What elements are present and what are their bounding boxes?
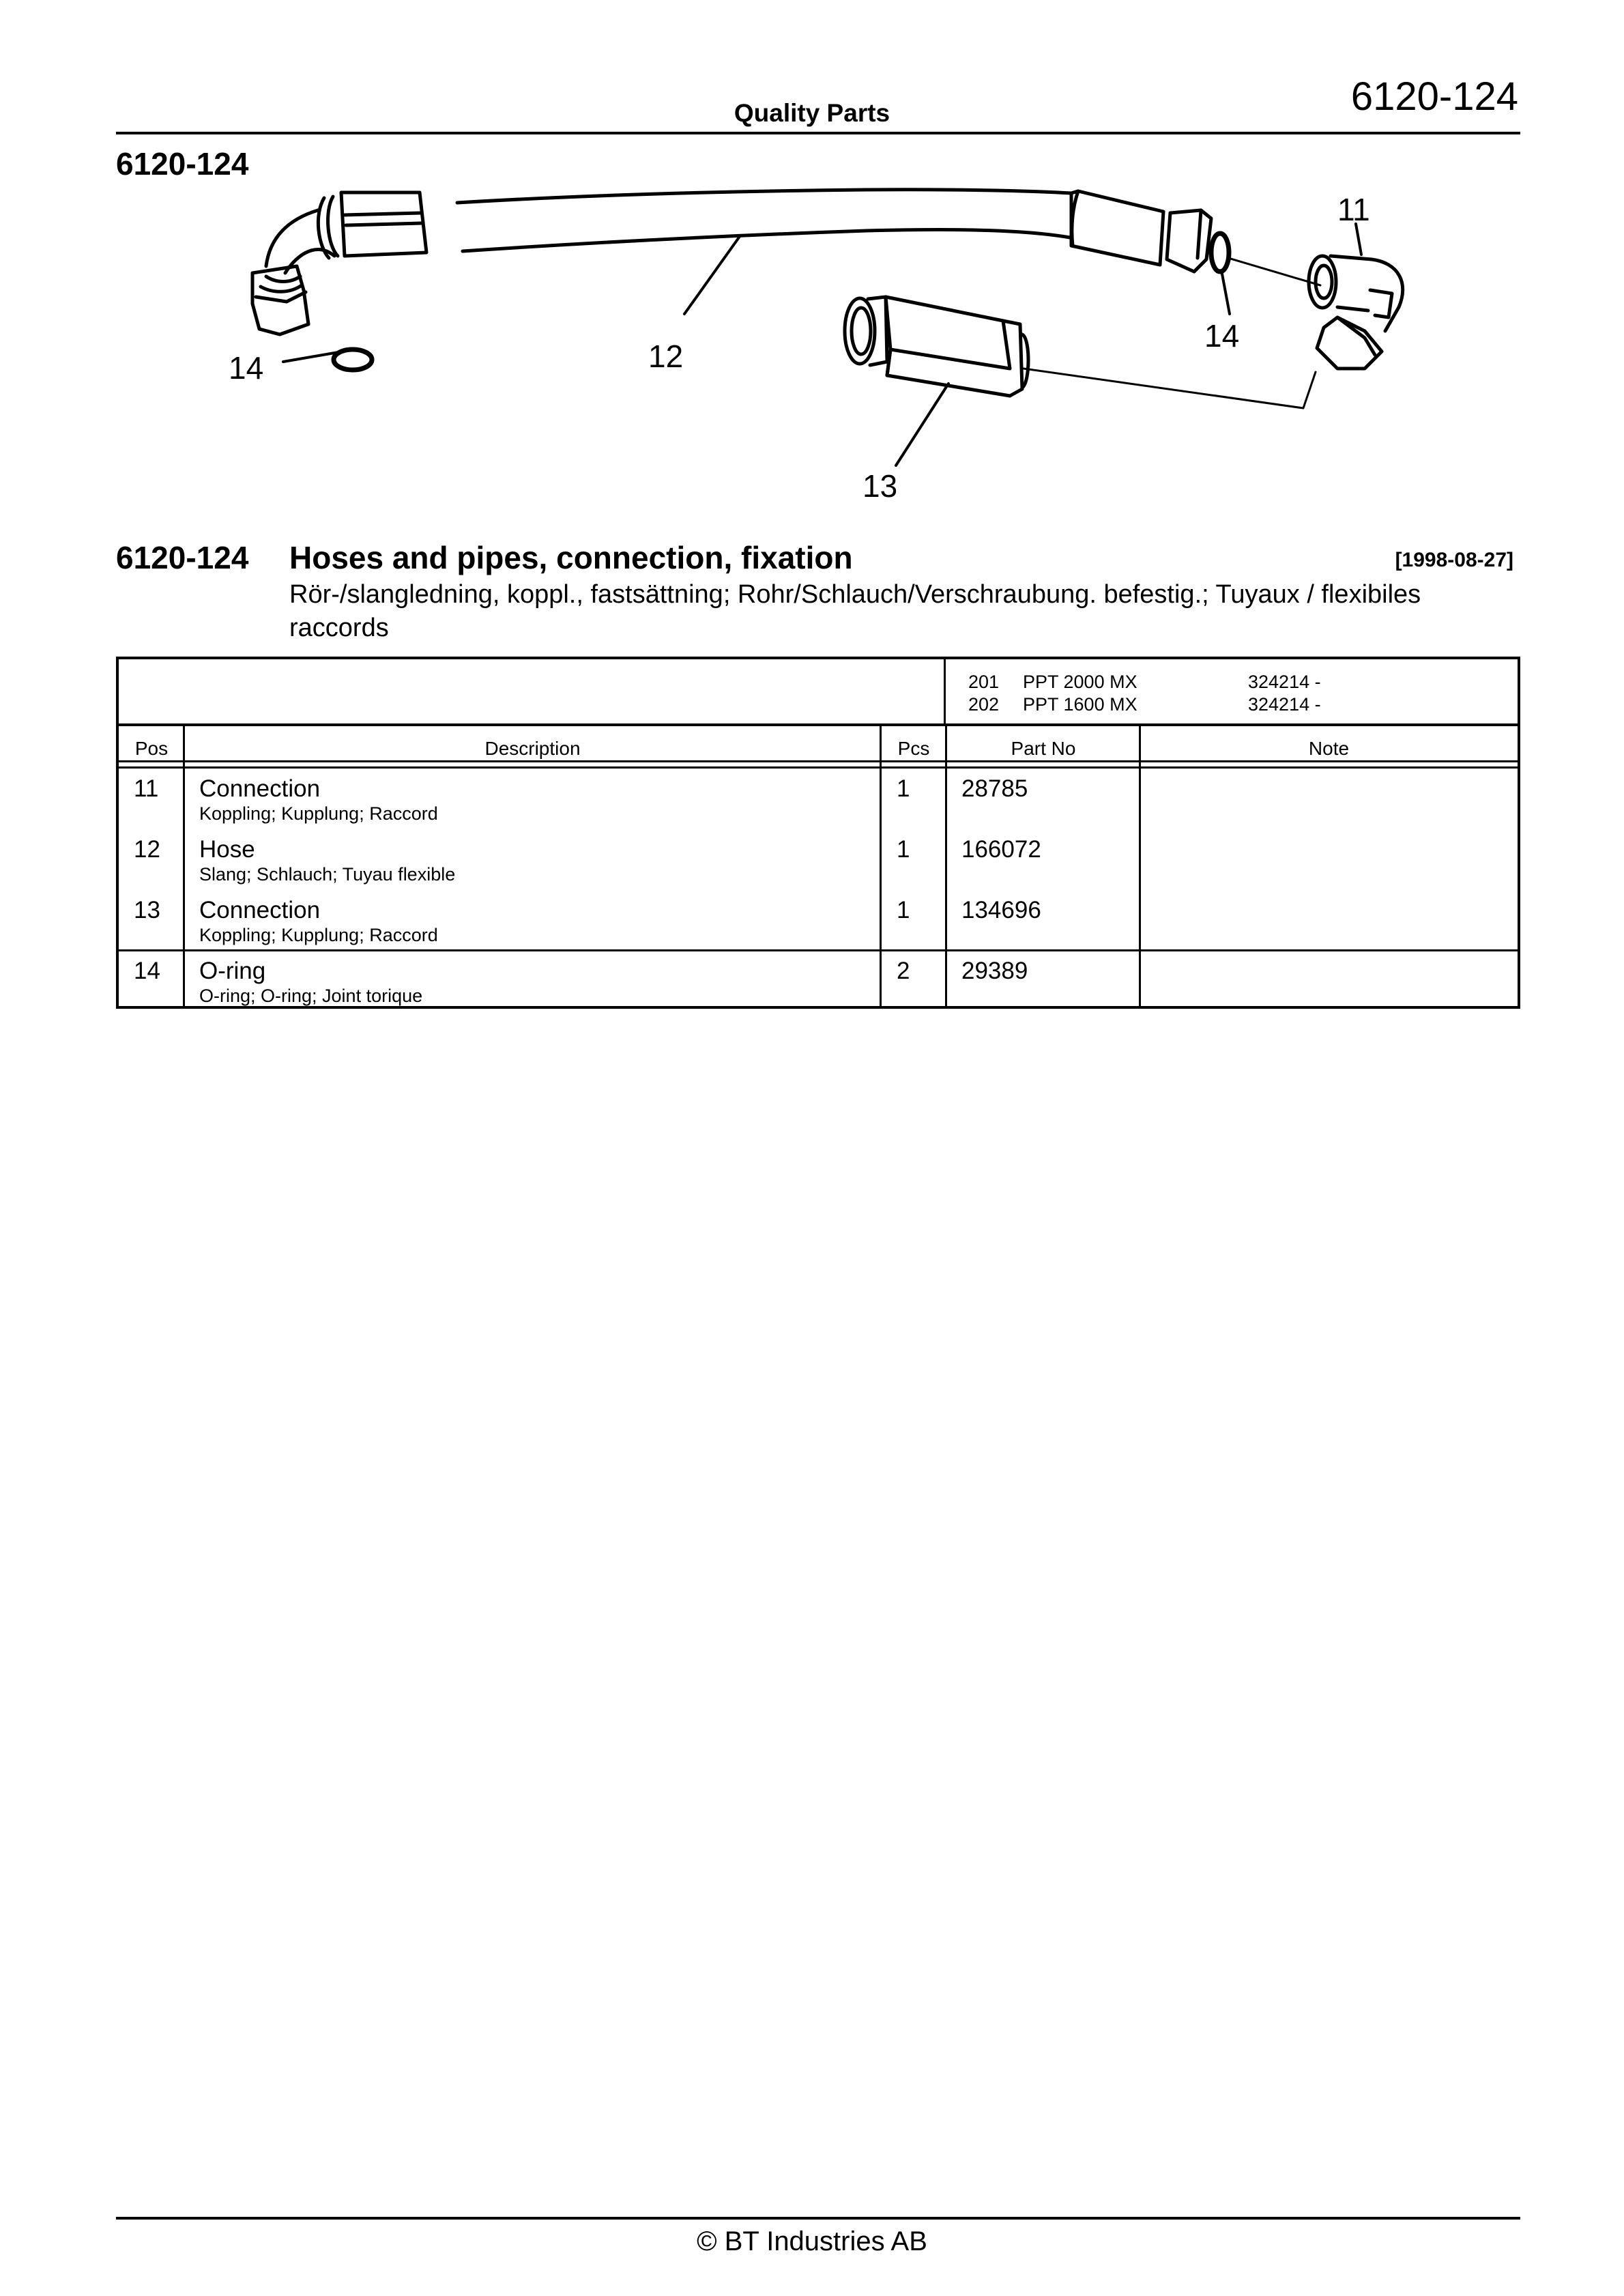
model-serial-2: 324214 - [1248, 694, 1321, 715]
section-label: 6120-124 [116, 146, 249, 182]
callout-14-left: 14 [229, 350, 264, 386]
row-part-no: 134696 [961, 897, 1041, 923]
row-translation: Koppling; Kupplung; Raccord [199, 925, 438, 945]
footer-divider [116, 2217, 1520, 2220]
row-pos: 14 [134, 958, 160, 984]
header-divider [116, 132, 1520, 134]
col-divider [945, 725, 947, 1006]
row-name: O-ring [199, 958, 266, 984]
header-title: Quality Parts [734, 99, 890, 127]
model-name-1: PPT 2000 MX [1023, 672, 1137, 692]
hose-part-12 [252, 190, 1211, 334]
leader-12 [684, 235, 740, 314]
group-code: 6120-124 [116, 540, 249, 575]
callout-12: 12 [648, 339, 684, 374]
subtitle-line-1: Rör-/slangledning, koppl., fastsättning; Rohr/Schlauch/Verschraubung. befestig.; Tuyaux / flexibiles [289, 580, 1421, 609]
col-divider [880, 725, 882, 1006]
footer-copyright: © BT Industries AB [697, 2226, 927, 2256]
model-divider [944, 659, 946, 725]
row-part-no: 166072 [961, 836, 1041, 863]
group-date: [1998-08-27] [1395, 549, 1513, 571]
row-part-no: 28785 [961, 775, 1028, 802]
row-pcs: 1 [897, 836, 910, 863]
row-name: Hose [199, 836, 255, 863]
model-code-2: 202 [968, 694, 1000, 715]
group-subtitle [289, 578, 1518, 645]
parts-illustration [116, 171, 1522, 526]
col-divider [183, 725, 185, 1006]
row-part-no: 29389 [961, 958, 1028, 984]
col-header-note: Note [1308, 738, 1350, 759]
col-header-pcs: Pcs [897, 738, 930, 759]
model-name-2: PPT 1600 MX [1023, 694, 1137, 715]
col-header-description: Description [484, 738, 581, 759]
row-name: Connection [199, 897, 321, 923]
connection-part-13 [845, 297, 1028, 396]
row-translation: Slang; Schlauch; Tuyau flexible [199, 864, 456, 885]
row-pos: 13 [134, 897, 160, 923]
col-divider [1139, 725, 1141, 1006]
parts-diagram [116, 171, 1522, 526]
row-translation: Koppling; Kupplung; Raccord [199, 803, 438, 824]
group-separator [119, 949, 1518, 951]
parts-table [116, 657, 1520, 1009]
header-rule-2 [119, 766, 1518, 769]
connection-part-11 [1309, 256, 1403, 369]
model-serial-1: 324214 - [1248, 672, 1321, 692]
row-pos: 12 [134, 836, 160, 863]
callout-14-right: 14 [1204, 318, 1240, 354]
row-translation: O-ring; O-ring; Joint torique [199, 986, 423, 1006]
subtitle-line-2: raccords [289, 614, 389, 642]
col-header-pos: Pos [134, 738, 169, 759]
col-header-part-no: Part No [1011, 738, 1076, 759]
header-rule-1 [119, 760, 1518, 762]
leader-11 [1356, 224, 1361, 255]
row-pos: 11 [134, 775, 159, 802]
row-name: Connection [199, 775, 321, 802]
model-separator [119, 723, 1518, 726]
page-code: 6120-124 [1350, 74, 1518, 119]
leader-14-right [1221, 270, 1230, 314]
group-title: Hoses and pipes, connection, fixation [289, 540, 853, 575]
row-pcs: 1 [897, 897, 910, 923]
o-ring-right [1211, 233, 1229, 272]
leader-13 [896, 384, 948, 465]
row-pcs: 1 [897, 775, 910, 802]
callout-13: 13 [862, 468, 898, 504]
model-code-1: 201 [968, 672, 1000, 692]
callout-11: 11 [1337, 192, 1370, 227]
row-pcs: 2 [897, 958, 910, 984]
